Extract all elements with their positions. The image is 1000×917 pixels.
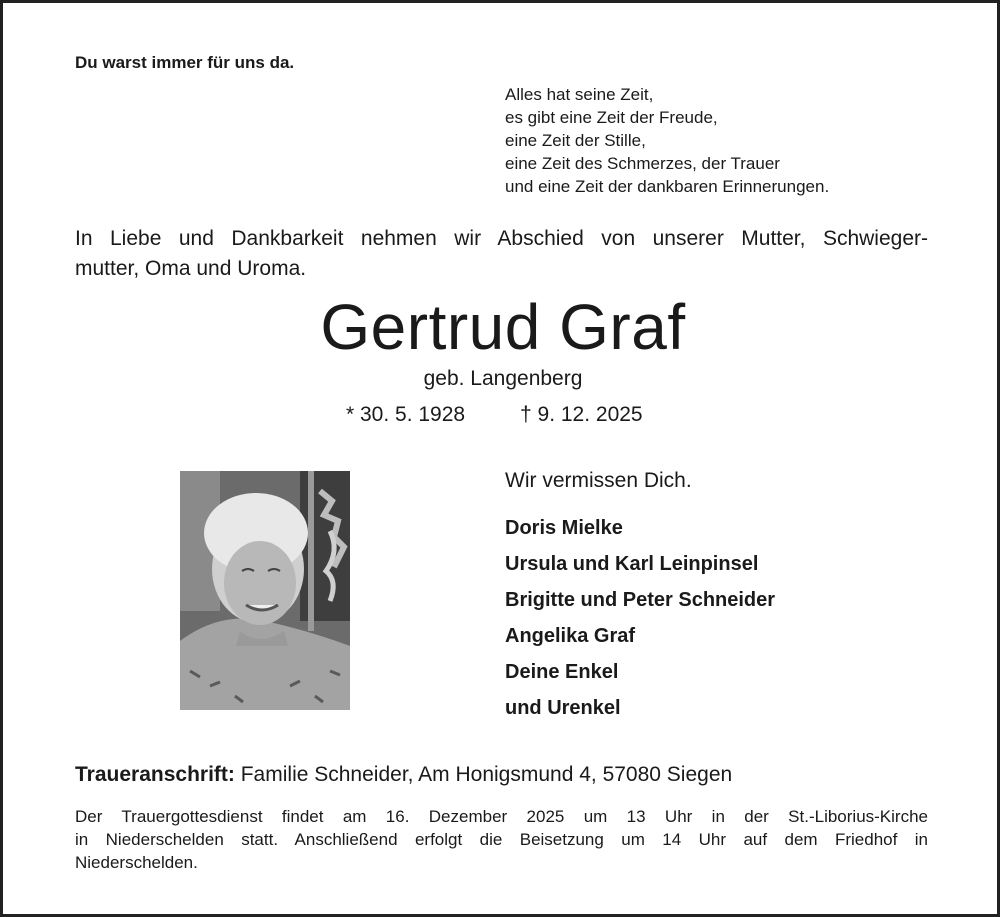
motto: Du warst immer für uns da. xyxy=(75,53,295,72)
intro-line: mutter, Oma und Uroma. xyxy=(75,257,307,280)
poem-line: Alles hat seine Zeit, xyxy=(505,85,654,104)
birth-date: * 30. 5. 1928 xyxy=(346,403,466,426)
mourner-name: und Urenkel xyxy=(505,697,621,719)
mourner-name: Angelika Graf xyxy=(505,625,636,647)
mourner-name: Deine Enkel xyxy=(505,661,619,683)
poem-line: eine Zeit der Stille, xyxy=(505,131,646,150)
mourning-address xyxy=(75,763,732,787)
intro-line: In Liebe und Dankbarkeit nehmen wir Abschied von unserer Mutter, Schwieger- xyxy=(75,227,928,250)
mourners-list xyxy=(505,510,775,726)
mourner-name: Brigitte und Peter Schneider xyxy=(505,589,776,611)
portrait-image xyxy=(180,471,350,710)
mourner-name: Ursula und Karl Leinpinsel xyxy=(505,553,759,575)
maiden-name: geb. Langenberg xyxy=(423,367,583,390)
poem-line: eine Zeit des Schmerzes, der Trauer xyxy=(505,154,780,173)
address-label: Traueranschrift: xyxy=(75,763,235,786)
deceased-name: Gertrud Graf xyxy=(320,291,686,363)
service-line: Der Trauergottesdienst findet am 16. Dezember 2025 um 13 Uhr in der St.-Liborius-Kirche xyxy=(75,807,928,826)
service-line: Niederschelden. xyxy=(75,853,198,872)
portrait-photo xyxy=(180,471,350,710)
poem-line: es gibt eine Zeit der Freude, xyxy=(505,108,718,127)
poem-line: und eine Zeit der dankbaren Erinnerungen. xyxy=(505,177,830,196)
mourners-intro: Wir vermissen Dich. xyxy=(505,469,692,492)
service-line: in Niederschelden statt. Anschließend erfolgt die Beisetzung um 14 Uhr auf dem Friedhof in xyxy=(75,830,928,849)
death-date: † 9. 12. 2025 xyxy=(520,403,643,426)
address-value: Familie Schneider, Am Honigsmund 4, 57080 Siegen xyxy=(240,763,733,786)
service-info xyxy=(75,805,928,874)
intro-text xyxy=(75,224,928,284)
poem xyxy=(505,83,829,198)
mourner-name: Doris Mielke xyxy=(505,517,623,539)
